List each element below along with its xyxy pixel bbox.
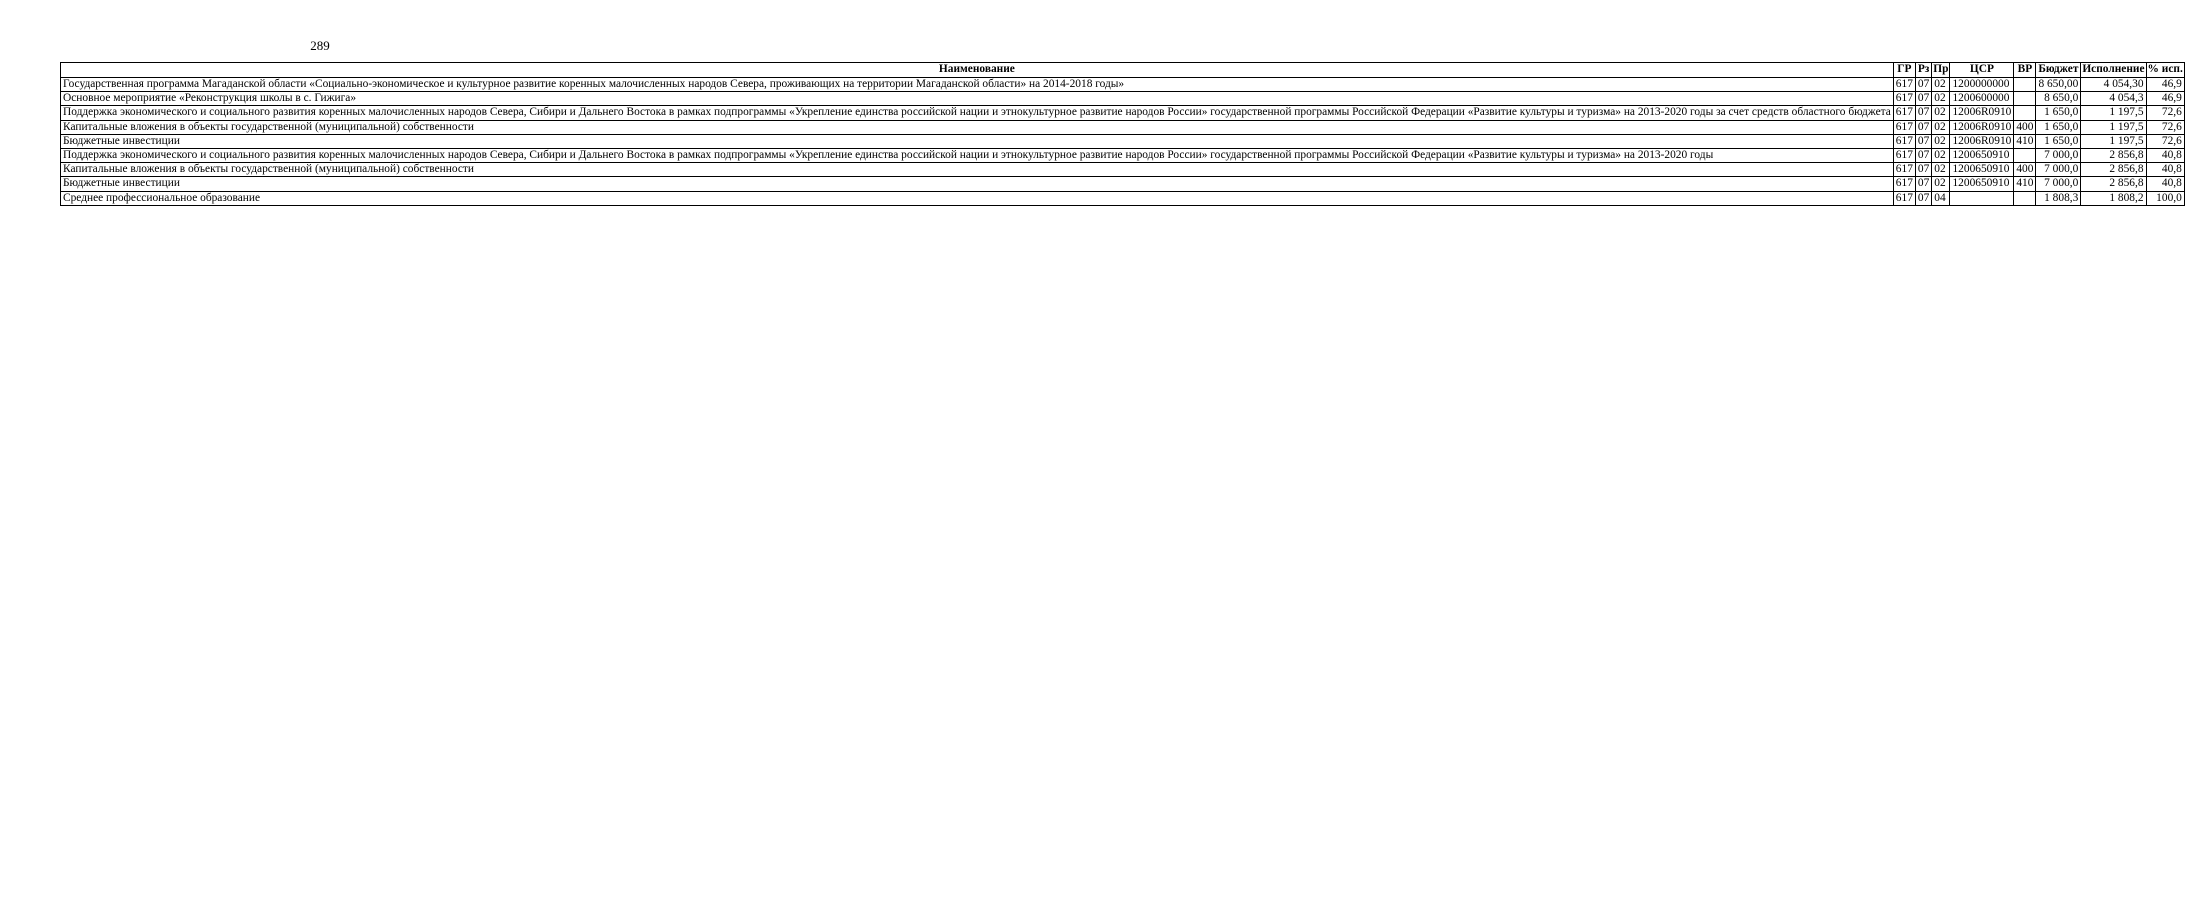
row-rz: 07: [1915, 78, 1931, 92]
row-execution: 1 808,2: [2081, 191, 2146, 205]
table-row: [61, 106, 2185, 120]
row-name: Бюджетные инвестиции: [61, 134, 1894, 148]
row-gr: 617: [1893, 106, 1915, 120]
row-rz: 07: [1915, 106, 1931, 120]
row-name: Поддержка экономического и социального развития коренных малочисленных народов Севера, Сибири и Дальнего Востока в рамках подпрограммы «Укрепление единства российской нации и этнокультурное развитие народов России» государственной программы Российской Федерации «Развитие культуры и туризма» на 2013-2020 годы: [61, 149, 1894, 163]
row-gr: 617: [1893, 177, 1915, 191]
row-percent: 46,9: [2146, 78, 2184, 92]
row-execution: 4 054,3: [2081, 92, 2146, 106]
row-pr: 02: [1932, 149, 1950, 163]
table-row: [61, 134, 2185, 148]
row-rz: 07: [1915, 177, 1931, 191]
row-execution: 2 856,8: [2081, 149, 2146, 163]
row-csr: [1950, 191, 2014, 205]
row-vr: [2014, 191, 2036, 205]
row-pr: 02: [1932, 78, 1950, 92]
header-percent: % исп.: [2146, 63, 2184, 78]
row-execution: 1 197,5: [2081, 106, 2146, 120]
row-gr: 617: [1893, 191, 1915, 205]
row-gr: 617: [1893, 149, 1915, 163]
table-row: [61, 191, 2185, 205]
row-vr: 410: [2014, 134, 2036, 148]
row-execution: 2 856,8: [2081, 177, 2146, 191]
header-csr: ЦСР: [1950, 63, 2014, 78]
row-budget: 8 650,0: [2036, 92, 2081, 106]
header-vr: ВР: [2014, 63, 2036, 78]
row-budget: 8 650,00: [2036, 78, 2081, 92]
row-budget: 7 000,0: [2036, 177, 2081, 191]
row-name: Поддержка экономического и социального развития коренных малочисленных народов Севера, Сибири и Дальнего Востока в рамках подпрограммы «Укрепление единства российской нации и этнокультурное развитие народов России» государственной программы Российской Федерации «Развитие культуры и туризма» на 2013-2020 годы за счет средств областного бюджета: [61, 106, 1894, 120]
row-gr: 617: [1893, 134, 1915, 148]
row-budget: 1 650,0: [2036, 134, 2081, 148]
budget-table: [60, 62, 2185, 206]
row-csr: 1200600000: [1950, 92, 2014, 106]
row-vr: [2014, 92, 2036, 106]
row-budget: 7 000,0: [2036, 149, 2081, 163]
row-execution: 1 197,5: [2081, 134, 2146, 148]
row-name: Государственная программа Магаданской области «Социально-экономическое и культурное развитие коренных малочисленных народов Севера, проживающих на территории Магаданской области» на 2014-2018 годы»: [61, 78, 1894, 92]
row-gr: 617: [1893, 163, 1915, 177]
row-vr: [2014, 149, 2036, 163]
row-rz: 07: [1915, 92, 1931, 106]
row-vr: 410: [2014, 177, 2036, 191]
row-pr: 02: [1932, 163, 1950, 177]
row-vr: [2014, 106, 2036, 120]
row-budget: 7 000,0: [2036, 163, 2081, 177]
row-rz: 07: [1915, 191, 1931, 205]
row-percent: 46,9: [2146, 92, 2184, 106]
row-rz: 07: [1915, 134, 1931, 148]
row-percent: 72,6: [2146, 120, 2184, 134]
row-percent: 40,8: [2146, 177, 2184, 191]
row-rz: 07: [1915, 163, 1931, 177]
row-pr: 02: [1932, 92, 1950, 106]
row-gr: 617: [1893, 120, 1915, 134]
row-csr: 12006R0910: [1950, 106, 2014, 120]
row-csr: 1200650910: [1950, 177, 2014, 191]
header-gr: ГР: [1893, 63, 1915, 78]
row-budget: 1 808,3: [2036, 191, 2081, 205]
row-name: Основное мероприятие «Реконструкция школы в с. Гижига»: [61, 92, 1894, 106]
row-rz: 07: [1915, 120, 1931, 134]
header-execution: Исполнение: [2081, 63, 2146, 78]
table-row: [61, 78, 2185, 92]
row-percent: 40,8: [2146, 149, 2184, 163]
header-name: Наименование: [61, 63, 1894, 78]
row-pr: 04: [1932, 191, 1950, 205]
row-percent: 72,6: [2146, 106, 2184, 120]
row-vr: [2014, 78, 2036, 92]
header-pr: Пр: [1932, 63, 1950, 78]
row-vr: 400: [2014, 163, 2036, 177]
row-csr: 12006R0910: [1950, 134, 2014, 148]
table-row: [61, 163, 2185, 177]
row-name: Капитальные вложения в объекты государственной (муниципальной) собственности: [61, 120, 1894, 134]
row-gr: 617: [1893, 78, 1915, 92]
row-pr: 02: [1932, 120, 1950, 134]
row-name: Среднее профессиональное образование: [61, 191, 1894, 205]
table-row: [61, 120, 2185, 134]
row-execution: 4 054,30: [2081, 78, 2146, 92]
row-name: Бюджетные инвестиции: [61, 177, 1894, 191]
row-vr: 400: [2014, 120, 2036, 134]
row-budget: 1 650,0: [2036, 106, 2081, 120]
row-percent: 100,0: [2146, 191, 2184, 205]
row-pr: 02: [1932, 106, 1950, 120]
table-header-row: [61, 63, 2185, 78]
row-percent: 40,8: [2146, 163, 2184, 177]
row-csr: 1200650910: [1950, 163, 2014, 177]
row-csr: 1200000000: [1950, 78, 2014, 92]
row-budget: 1 650,0: [2036, 120, 2081, 134]
row-csr: 1200650910: [1950, 149, 2014, 163]
row-csr: 12006R0910: [1950, 120, 2014, 134]
page-number: 289: [310, 38, 330, 53]
row-rz: 07: [1915, 149, 1931, 163]
row-execution: 2 856,8: [2081, 163, 2146, 177]
table-row: [61, 92, 2185, 106]
header-rz: Рз: [1915, 63, 1931, 78]
row-name: Капитальные вложения в объекты государственной (муниципальной) собственности: [61, 163, 1894, 177]
row-pr: 02: [1932, 134, 1950, 148]
header-budget: Бюджет: [2036, 63, 2081, 78]
table-row: [61, 177, 2185, 191]
row-execution: 1 197,5: [2081, 120, 2146, 134]
row-pr: 02: [1932, 177, 1950, 191]
row-gr: 617: [1893, 92, 1915, 106]
table-row: [61, 149, 2185, 163]
row-percent: 72,6: [2146, 134, 2184, 148]
